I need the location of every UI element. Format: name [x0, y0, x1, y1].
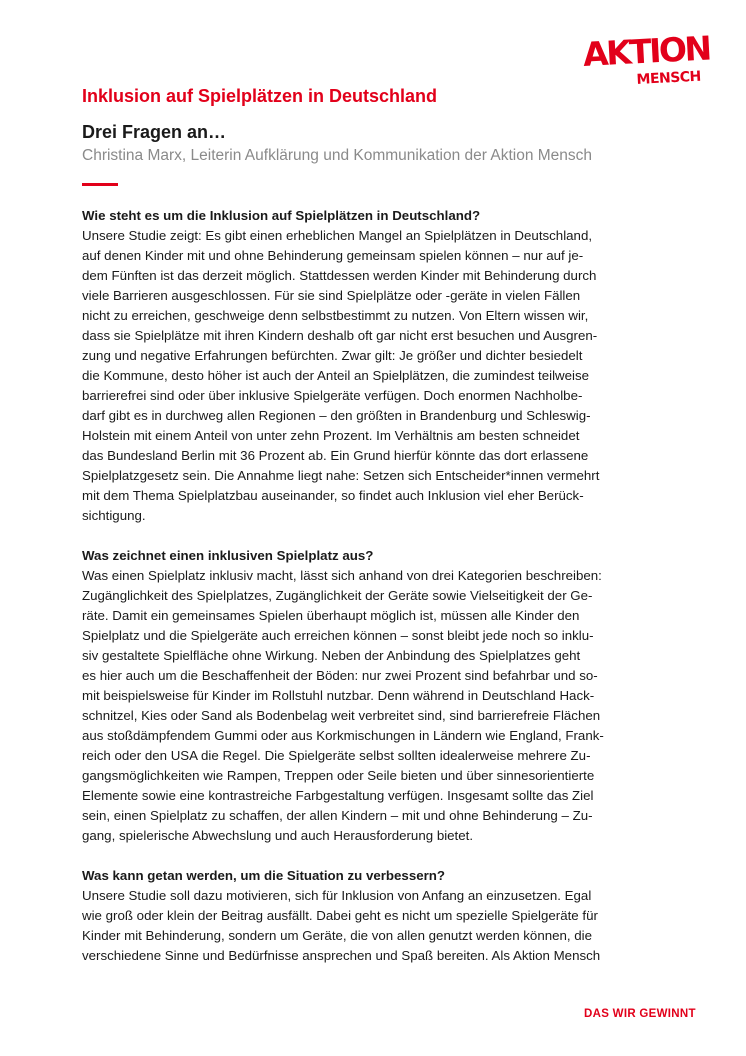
logo-wordmark-mensch: MENSCH — [636, 68, 702, 88]
answer-line: mit beispielsweise für Kinder im Rollstuhl nutzbar. Denn während in Deutschland Hack- — [82, 688, 595, 703]
answer-line: Zugänglichkeit des Spielplatzes, Zugänglichkeit der Geräte sowie Vielseitigkeit der Ge- — [82, 588, 593, 603]
answer-line: Elemente sowie eine kontrastreiche Farbgestaltung verfügen. Insgesamt sollte das Ziel — [82, 788, 594, 803]
answer-line: gang, spielerische Abwechslung und auch Herausforderung bietet. — [82, 828, 474, 843]
answer-line: viele Barrieren ausgeschlossen. Für sie sind Spielplätze oder -geräte in vielen Fällen — [82, 288, 581, 303]
answer-line: auf denen Kinder mit und ohne Behinderung gemeinsam spielen können – nur auf je- — [82, 248, 584, 263]
section-question: Was zeichnet einen inklusiven Spielplatz aus? — [82, 548, 374, 563]
answer-line: wie groß oder klein der Beitrag ausfällt. Dabei geht es nicht um spezielle Spielgeräte für — [82, 908, 598, 923]
answer-line: Kinder mit Behinderung, sondern um Geräte, die von allen genutzt werden können, die — [82, 928, 593, 943]
answer-line: räte. Damit ein gemeinsames Spielen überhaupt möglich ist, müssen alle Kinder den — [82, 608, 580, 623]
answer-line: es hier auch um die Beschaffenheit der Böden: nur zwei Prozent sind befahrbar und so- — [82, 668, 598, 683]
logo-wordmark-aktion: AKTION — [582, 28, 711, 74]
qa-section — [82, 546, 672, 846]
answer-line: sichtigung. — [82, 508, 146, 523]
answer-line: reich oder den USA die Regel. Die Spielgeräte selbst sollten idealerweise mehrere Zu- — [82, 748, 591, 763]
answer-line: sein, einen Spielplatz zu schaffen, der allen Kindern – mit und ohne Behinderung – Zu- — [82, 808, 593, 823]
section-question: Was kann getan werden, um die Situation zu verbessern? — [82, 868, 446, 883]
answer-line: Spielplatz und die Spielgeräte auch erreichen können – sonst bleibt jede noch so inklu- — [82, 628, 594, 643]
answer-line: siv gestaltete Spielfläche ohne Wirkung. Neben der Anbindung des Spielplatzes geht — [82, 648, 581, 663]
qa-section — [82, 866, 672, 966]
qa-section — [82, 206, 672, 526]
answer-line: schnitzel, Kies oder Sand als Bodenbelag weit verbreitet sind, sind barrierefreie Flächen — [82, 708, 601, 723]
answer-line: darf gibt es in durchweg allen Regionen – den größten in Brandenburg und Schleswig- — [82, 408, 591, 423]
accent-divider — [82, 183, 118, 186]
answer-line: dem Fünften ist das derzeit möglich. Stattdessen werden Kinder mit Behinderung durch — [82, 268, 597, 283]
answer-line: das Bundesland Berlin mit 36 Prozent ab. Ein Grund hierfür könnte das dort erlassene — [82, 448, 589, 463]
answer-line: aus stoßdämpfendem Gummi oder aus Korkmischungen in Ländern wie England, Frank- — [82, 728, 604, 743]
answer-line: nicht zu erreichen, geschweige denn selbstbestimmt zu nutzen. Von Eltern wissen wir, — [82, 308, 589, 323]
answer-line: Holstein mit einem Anteil von unter zehn Prozent. Im Verhältnis am besten schneidet — [82, 428, 580, 443]
answer-line: Was einen Spielplatz inklusiv macht, lässt sich anhand von drei Kategorien beschreiben: — [82, 568, 602, 583]
article-body — [82, 206, 672, 986]
answer-line: Spielplatzgesetz sein. Die Annahme liegt nahe: Setzen sich Entscheider*innen vermehrt — [82, 468, 600, 483]
answer-line: verschiedene Sinne und Bedürfnisse ansprechen und Spaß bereiten. Als Aktion Mensch — [82, 948, 601, 963]
document-headline: Drei Fragen an… — [82, 122, 227, 142]
answer-line: barrierefrei sind oder über inklusive Spielgeräte verfügen. Doch enormen Nachholbe- — [82, 388, 583, 403]
answer-line: gangsmöglichkeiten wie Rampen, Treppen oder Seile bieten und über sinnesorientierte — [82, 768, 595, 783]
document-kicker: Inklusion auf Spielplätzen in Deutschland — [82, 86, 438, 106]
answer-line: zung und negative Erfahrungen befürchten. Zwar gilt: Je größer und dichter besiedelt — [82, 348, 583, 363]
answer-line: dass sie Spielplätze mit ihren Kindern deshalb oft gar nicht erst besuchen und Ausgren- — [82, 328, 598, 343]
aktion-mensch-logo — [582, 28, 712, 92]
answer-line: die Kommune, desto höher ist auch der Anteil an Spielplätzen, die zumindest teilweise — [82, 368, 590, 383]
answer-line: Unsere Studie soll dazu motivieren, sich für Inklusion von Anfang an einzusetzen. Egal — [82, 888, 592, 903]
footer-slogan: DAS WIR GEWINNT — [584, 1008, 696, 1020]
answer-line: Unsere Studie zeigt: Es gibt einen erheblichen Mangel an Spielplätzen in Deutschland, — [82, 228, 593, 243]
author-line: Christina Marx, Leiterin Aufklärung und Kommunikation der Aktion Mensch — [82, 147, 593, 164]
answer-line: mit dem Thema Spielplatzbau auseinander, so findet auch Inklusion viel eher Berück- — [82, 488, 584, 503]
section-question: Wie steht es um die Inklusion auf Spielplätzen in Deutschland? — [82, 208, 481, 223]
